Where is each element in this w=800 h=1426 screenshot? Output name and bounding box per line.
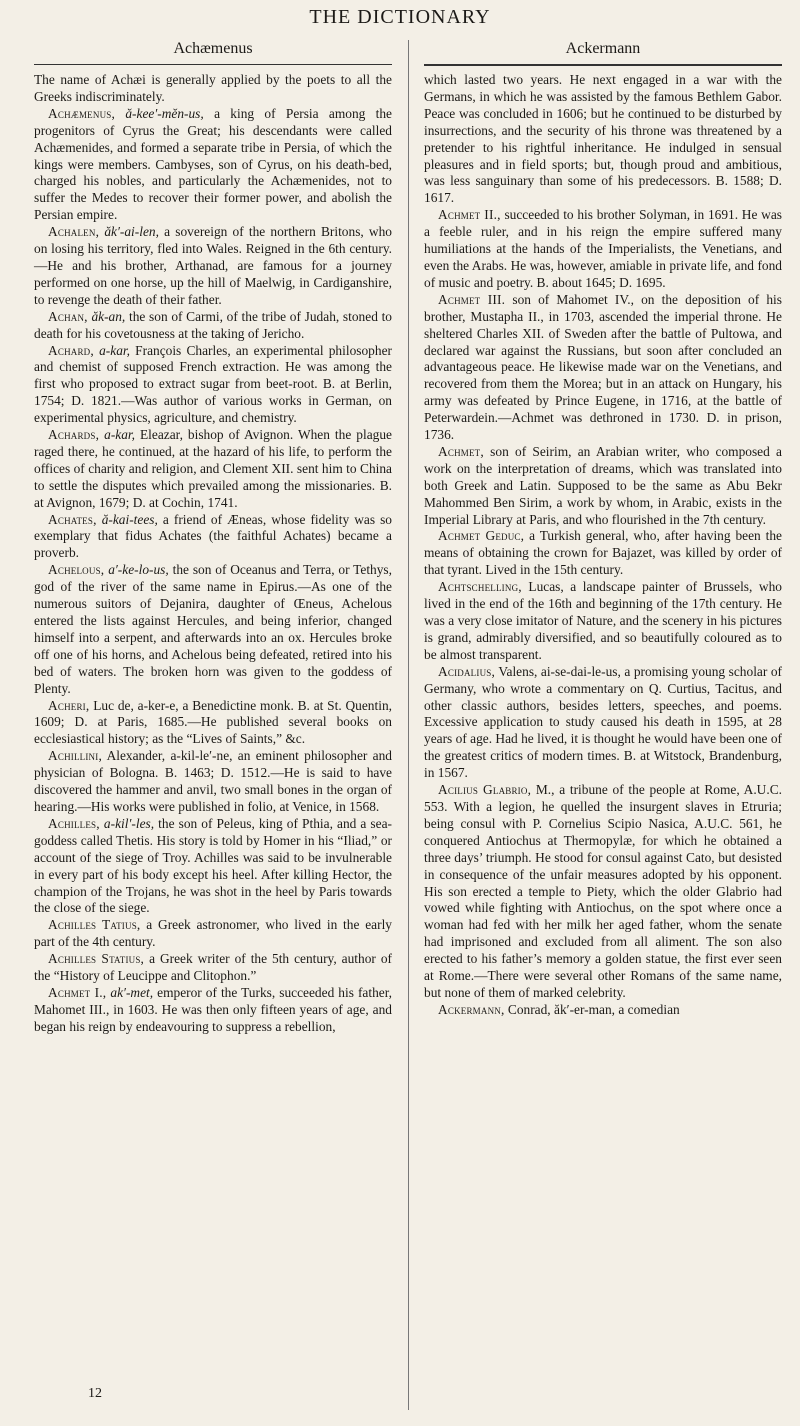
- entry-text: Valens, ai-se-dai-le-us, a promising young scholar of Germany, who wrote a commentary on Q. Curtius, Tacitus, and other classic authors, besides letters, speeches, and poems. Excessive application to study caused his death in 1595, at 28 years of age. Had he lived, it is thought he would have been one of the greatest critics of modern times. B. at Witstock, Brandenburg, in 1567.: [424, 663, 783, 781]
- entry-headword: Achards,: [48, 427, 100, 443]
- entry-headword: Acidalius,: [438, 663, 496, 679]
- dictionary-entry: [34, 343, 392, 428]
- entry-text: son of Seirim, an Arabian writer, who composed a work on the interpretation of dreams, which was translated into both Greek and Latin. Supposed to be the same as Abu Bekr Mahommed Ben Sirim, a work by whom, in Arabic, exists in the Imperial Library at Paris, and who flourished in the 7th century.: [424, 443, 782, 527]
- running-title: THE DICTIONARY: [309, 6, 491, 28]
- entry-text: Conrad, ăk′-er-man, a comedian: [507, 1001, 680, 1017]
- right-column: [424, 72, 782, 1019]
- page-number: 12: [88, 1386, 102, 1401]
- dictionary-entry: [34, 917, 392, 951]
- entry-text: M., a tribune of the people at Rome, A.U.C. 553. With a legion, he quelled the insurgent slaves in Etruria; being consul with P. Cornelius Scipio Nasica, A.U.C. 561, he conquered Antiochus at Thermopylæ, for which he obtained a three days’ triumph. He stood for consul against Cato, but desisted in consequence of the unfair measures adopted by his opponent. His son erected a temple to Piety, which the older Glabrio had vowed while fighting with Antiochus, on the spot where once a woman had fed with her milk her aged father, whom the senate had imprisoned and excluded from all aliment. The son also erected to his father’s memory a golden statue, the first ever seen at Rome.—There were several other Romans of the same name, but none of them of marked celebrity.: [424, 782, 782, 1000]
- entry-text: the son of Peleus, king of Pthia, and a sea-goddess called Thetis. His story is told by Homer in his “Iliad,” or account of the siege of Troy. Achilles was said to be invulnerable in every part of his body except his heel. After killing Hector, the champion of the Trojans, he was shot in the heel by Paris towards the close of the siege.: [34, 815, 392, 916]
- entry-text: the son of Oceanus and Terra, or Tethys, god of the river of the same name in Epirus.—As one of the numerous suitors of Dejanira, daughter of Œneus, Achelous entered the lists against Hercules, and being inferior, changed himself into a serpent, and afterwards into an ox. Hercules broke off one of his horns, and Achelous being defeated, retired into his bed of waters. The broken horn was given to the goddess of Plenty.: [34, 562, 392, 696]
- entry-headword: Acheri,: [48, 697, 90, 713]
- entry-headword: Achilles Statius,: [48, 951, 145, 967]
- dictionary-entry: [34, 309, 392, 343]
- entry-headword: Achard,: [48, 342, 94, 358]
- entry-pronunciation: a-kar,: [104, 427, 135, 443]
- entry-text: a friend of Æneas, whose fidelity was so exemplary that fidus Achates (the faithful Achates) became a proverb.: [34, 511, 392, 561]
- dictionary-entry: [34, 562, 392, 697]
- column-divider: [408, 40, 409, 1410]
- entry-text: Luc de, a-ker-e, a Benedictine monk. B. at St. Quentin, 1609; D. at Paris, 1685.—He published several books on ecclesiastical history; as the “Lives of Saints,” &c.: [34, 697, 392, 747]
- right-header-rule: [424, 64, 782, 66]
- dictionary-entry: [34, 512, 392, 563]
- dictionary-entry: [34, 985, 392, 1036]
- dictionary-entry: [424, 207, 782, 292]
- entry-headword: Achilles,: [48, 815, 100, 831]
- entry-text: succeeded to his brother Solyman, in 1691. He was a feeble ruler, and in his reign the empire suffered many humiliations at the hands of the Imperialists, the Venetians, and even the Arabs. He was, however, amiable in private life, and fond of music and poetry. B. about 1645; D. 1695.: [424, 207, 782, 290]
- dictionary-entry: [34, 748, 392, 816]
- entry-headword: Achmet III.: [438, 291, 506, 307]
- dictionary-entry: [34, 427, 392, 512]
- entry-text: a Greek writer of the 5th century, author of the “History of Leucippe and Clitophon.”: [34, 951, 392, 984]
- entry-headword: Acilius Glabrio,: [438, 782, 532, 798]
- entry-headword: Achillini,: [48, 748, 103, 764]
- entry-headword: Achmet Geduc,: [438, 528, 525, 544]
- dictionary-entry: [424, 579, 782, 664]
- entry-pronunciation: a′-ke-lo-us,: [108, 562, 169, 578]
- entry-text: a Turkish general, who, after having been the means of obtaining the crown for Bajazet, was killed by order of that tyrant. Lived in the 15th century.: [424, 528, 782, 578]
- entry-text: Eleazar, bishop of Avignon. When the plague raged there, he continued, at the hazard of his life, to perform the offices of charity and religion, and Clement XII. sent him to China to settle the disputes which prevailed among the missionaries. B. at Avignon, 1679; D. at Cochin, 1741.: [34, 427, 392, 510]
- entry-text: The name of Achæi is generally applied by the poets to all the Greeks indiscriminately.: [34, 72, 392, 104]
- dictionary-entry: [424, 664, 782, 782]
- entry-headword: Achan,: [48, 308, 88, 324]
- entry-headword: Achmet II.,: [438, 207, 501, 223]
- dictionary-entry: [34, 951, 392, 985]
- dictionary-entry: [34, 698, 392, 749]
- entry-headword: Achmet I.,: [48, 984, 107, 1000]
- entry-text: emperor of the Turks, succeeded his father, Mahomet III., in 1603. He was then only fifteen years of age, and began his reign by endeavouring to suppress a rebellion,: [34, 984, 392, 1034]
- entry-text: son of Mahomet IV., on the deposition of his brother, Mustapha II., in 1703, ascended the imperial throne. He sheltered Charles XII. of Sweden after the battle of Pultowa, and declared war against the Russians, but soon after concluded an advantageous peace. He likewise made war on the Venetians, and recovered from them the Morea; but in an attack on Hungary, his army was defeated by Prince Eugene, in 1716, at the battle of Peterwardein.—Achmet was dethroned in 1730. D. in prison, 1736.: [424, 291, 782, 443]
- entry-headword: Achelous,: [48, 562, 105, 578]
- entry-text: the son of Carmi, of the tribe of Judah, stoned to death for his covetousness at the taking of Jericho.: [34, 308, 392, 341]
- entry-text: Lucas, a landscape painter of Brussels, who lived in the end of the 16th and beginning of the 17th century. He was a very close imitator of Nature, and the scenery in his pictures is grand, admirably diversified, and so beautifully coloured as to be almost transparent.: [424, 579, 782, 662]
- entry-text: a Greek astronomer, who lived in the early part of the 4th century.: [34, 917, 392, 950]
- dictionary-entry: [34, 106, 392, 224]
- entry-text: a sovereign of the northern Britons, who on losing his territory, fled into Wales. Reigned in the 6th century.—He and his brother, Arthanad, are famous for a journey performed on one horse, up the hill of Maelwig, in Cardiganshire, to revenge the death of their father.: [34, 224, 392, 307]
- dictionary-entry: [424, 444, 782, 529]
- dictionary-entry: [424, 292, 782, 444]
- entry-headword: Ackermann,: [438, 1001, 505, 1017]
- entry-text: François Charles, an experimental philosopher and chemist of supposed French extraction. He was among the first who proposed to extract sugar from beet-root. B. at Berlin, 1754; D. 1821.—Was author of various works in German, on experimental physics, agriculture, and chemistry.: [34, 342, 392, 426]
- entry-headword: Achalen,: [48, 224, 100, 240]
- entry-headword: Achæmenus,: [48, 105, 116, 121]
- left-guide-word: Achæmenus: [173, 40, 253, 57]
- entry-text: Alexander, a-kil-le′-ne, an eminent philosopher and physician of Bologna. B. 1463; D. 1512.—He is said to have discovered the hammer and anvil, two small bones in the organ of hearing.—His works were published in folio, at Venice, in 1568.: [34, 748, 393, 814]
- entry-pronunciation: ăk′-ai-len,: [104, 224, 159, 240]
- entry-headword: Achilles Tatius,: [48, 917, 141, 933]
- entry-continuation: [424, 72, 782, 207]
- entry-pronunciation: a-kil′-les,: [103, 815, 155, 831]
- dictionary-entry: [424, 1002, 782, 1019]
- entry-headword: Achates,: [48, 511, 97, 527]
- entry-text: which lasted two years. He next engaged in a war with the Germans, in which he was assisted by the famous Bethlem Gabor. Peace was concluded in 1606; but he continued to be disturbed by insurrections, and the security of his throne was threatened by a pretender to his rightful inheritance. He indulged in sensual pleasures and in field sports; but, though proud and ambitious, was less sanguinary than some of his predecessors. B. 1588; D. 1617.: [424, 72, 782, 206]
- entry-pronunciation: ak′-met,: [110, 984, 154, 1000]
- entry-headword: Achmet,: [438, 443, 484, 459]
- dictionary-entry: [34, 224, 392, 309]
- entry-pronunciation: ă-kee′-mĕn-us,: [125, 105, 204, 121]
- dictionary-entry: [34, 816, 392, 917]
- entry-pronunciation: ăk-an,: [91, 308, 126, 324]
- entry-pronunciation: a-kar,: [99, 342, 130, 358]
- dictionary-entry: [424, 782, 782, 1002]
- entry-pronunciation: ă-kai-tees,: [101, 511, 158, 527]
- right-guide-word: Ackermann: [565, 40, 641, 57]
- dictionary-entry: [424, 528, 782, 579]
- left-header-rule: [34, 64, 392, 65]
- entry-continuation: [34, 72, 392, 106]
- entry-headword: Achtschelling,: [438, 579, 522, 595]
- left-column: [34, 72, 392, 1036]
- entry-text: a king of Persia among the progenitors of Cyrus the Great; his descendants were called Achæmenides, and formed a separate tribe in Persia, of which the kings were members. Cambyses, son of Cyrus, on his death-bed, charged his nobles, and particularly the Achæmenides, not to suffer the Medes to recover their former power, and abolish the Persian empire.: [34, 105, 392, 223]
